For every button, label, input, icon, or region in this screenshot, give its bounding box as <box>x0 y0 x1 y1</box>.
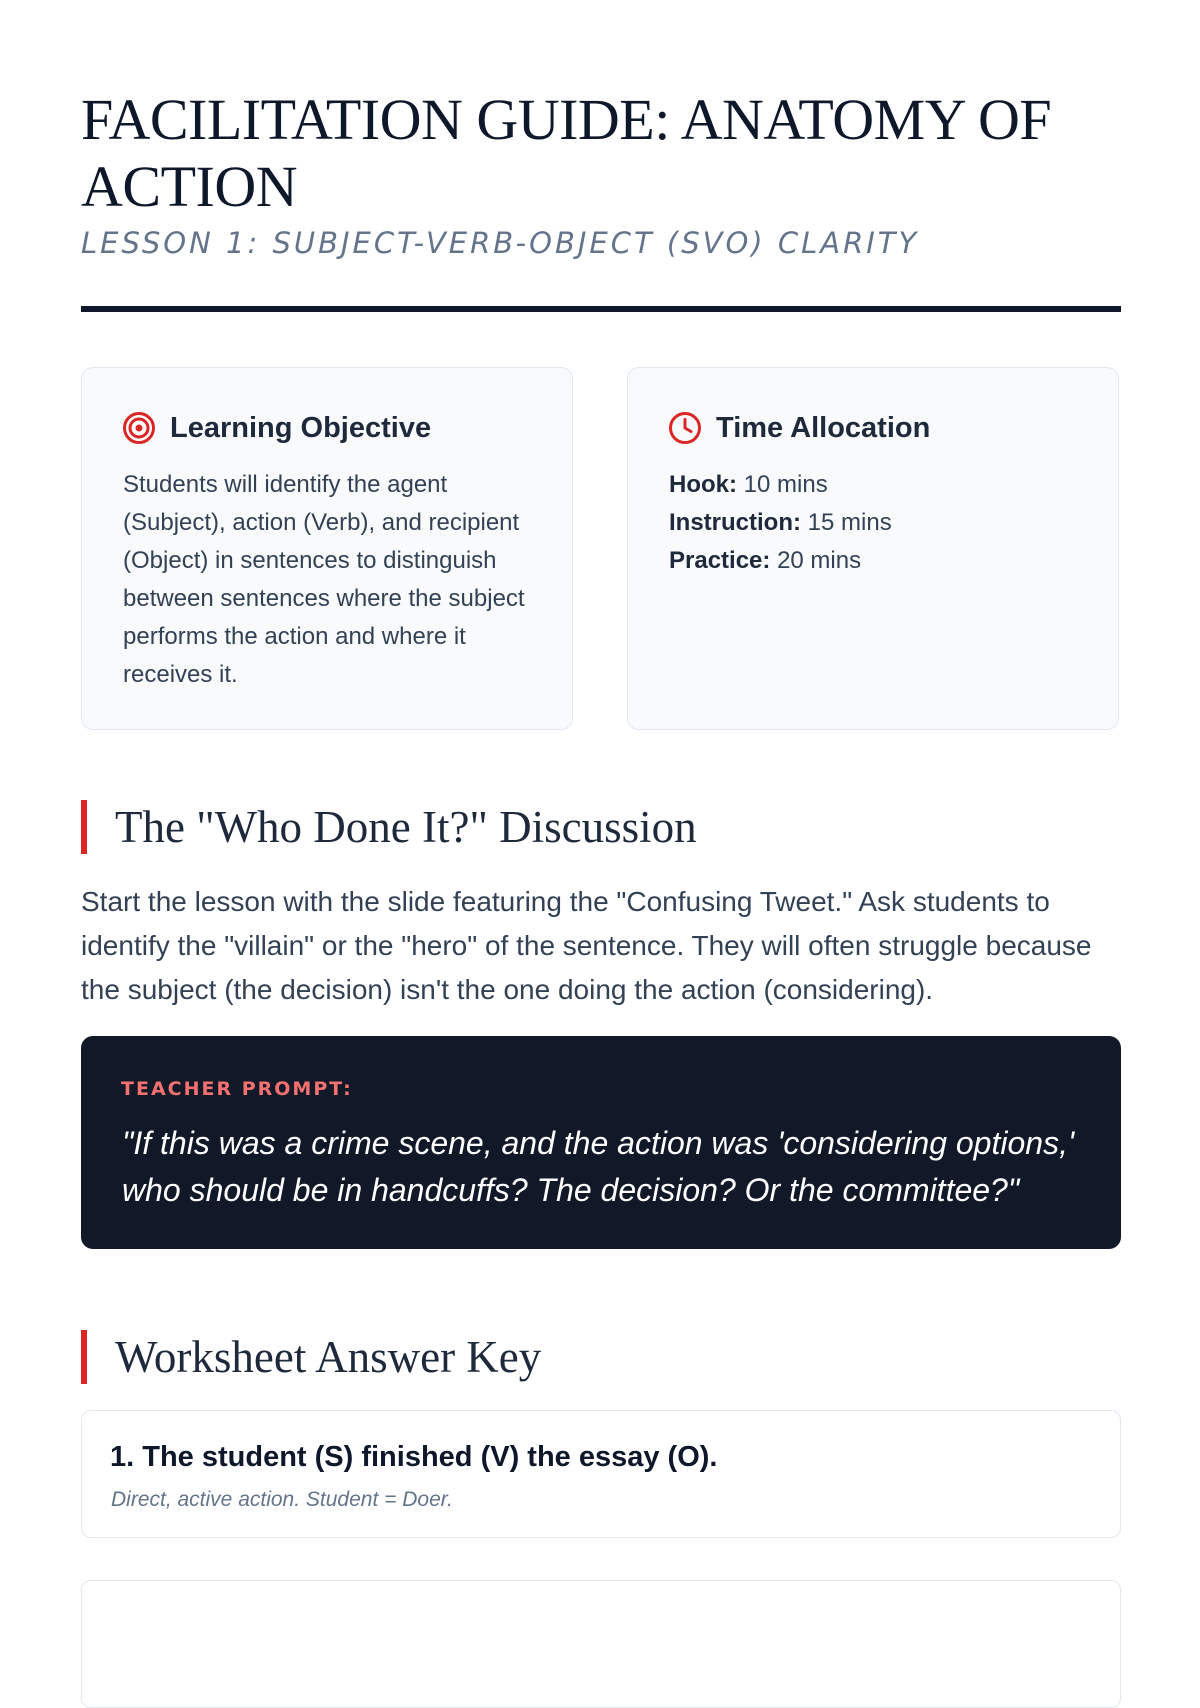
time-item-hook <box>669 466 892 504</box>
answer-key-section-title: Worksheet Answer Key <box>115 1332 542 1382</box>
discussion-section-title: The "Who Done It?" Discussion <box>115 802 697 852</box>
target-icon <box>122 411 156 445</box>
teacher-prompt-label: TEACHER PROMPT: <box>121 1078 353 1100</box>
answer-key-section-header <box>81 1330 541 1384</box>
time-item-practice <box>669 542 892 580</box>
learning-objective-header <box>122 411 431 445</box>
discussion-intro-text: Start the lesson with the slide featuring the "Confusing Tweet." Ask students to identify the "villain" or the "hero" of the sentence. They will often struggle because the subject (the decision) isn't the one doing the action (considering). <box>81 886 1092 1005</box>
section-accent-bar <box>81 800 87 854</box>
learning-objective-title: Learning Objective <box>170 411 432 444</box>
time-item-instruction <box>669 504 892 542</box>
title-divider <box>81 306 1121 312</box>
clock-icon <box>668 411 702 445</box>
time-item-value: 10 mins <box>743 471 828 498</box>
page-title: FACILITATION GUIDE: ANATOMY OF ACTION <box>81 87 1052 219</box>
teacher-prompt-box <box>81 1036 1121 1249</box>
teacher-prompt-text: "If this was a crime scene, and the action was 'considering options,' who should be in handcuffs? The decision? Or the committee?" <box>122 1125 1075 1208</box>
time-item-label: Practice: <box>669 547 771 574</box>
learning-objective-text: Students will identify the agent (Subject), action (Verb), and recipient (Object) in sentences to distinguish between sentences where the subject performs the action and where it receives it. <box>123 471 525 688</box>
time-item-value: 20 mins <box>777 547 862 574</box>
time-item-value: 15 mins <box>807 509 892 536</box>
page-subtitle: LESSON 1: SUBJECT-VERB-OBJECT (SVO) CLARITY <box>81 226 920 260</box>
learning-objective-card <box>81 367 573 730</box>
time-allocation-card <box>627 367 1119 730</box>
answer-key-item <box>81 1410 1121 1538</box>
answer-sentence: 1. The student (S) finished (V) the essay (O). <box>110 1441 718 1473</box>
time-item-label: Hook: <box>669 471 737 498</box>
time-item-label: Instruction: <box>669 509 801 536</box>
answer-key-item-partial <box>81 1580 1121 1708</box>
time-allocation-title: Time Allocation <box>716 411 931 444</box>
time-allocation-list <box>669 466 892 580</box>
answer-note: Direct, active action. Student = Doer. <box>111 1488 453 1511</box>
discussion-section-header <box>81 800 697 854</box>
section-accent-bar <box>81 1330 87 1384</box>
time-allocation-header <box>668 411 930 445</box>
